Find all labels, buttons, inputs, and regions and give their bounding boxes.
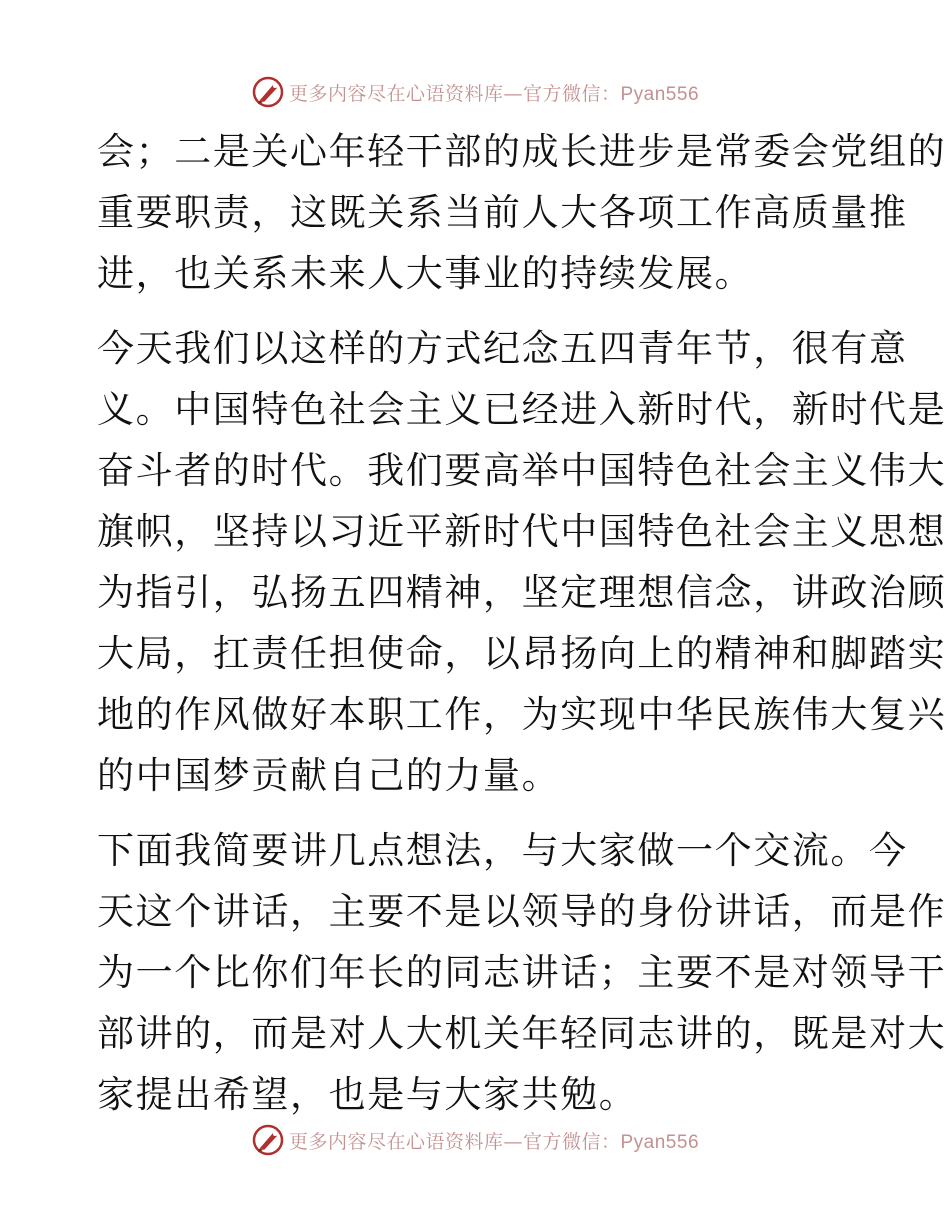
watermark-text (289, 1127, 699, 1154)
text-line: 的中国梦贡献自己的力量。 (97, 754, 561, 797)
paragraph (97, 820, 947, 1125)
watermark-wechat-id: Pyan556 (620, 83, 700, 105)
footer-watermark (0, 1120, 950, 1160)
text-line: 义。中国特色社会主义已经进入新时代，新时代是 (97, 388, 947, 431)
text-line: 大局，扛责任担使命，以昂扬向上的精神和脚踏实 (97, 632, 947, 675)
text-line: 进，也关系未来人大事业的持续发展。 (97, 252, 754, 295)
text-line: 旗帜，坚持以习近平新时代中国特色社会主义思想 (97, 510, 947, 553)
text-line: 今天我们以这样的方式纪念五四青年节，很有意 (97, 327, 908, 370)
text-line: 地的作风做好本职工作，为实现中华民族伟大复兴 (97, 693, 947, 736)
text-line: 会；二是关心年轻干部的成长进步是常委会党组的 (97, 130, 947, 173)
header-watermark (0, 72, 950, 112)
watermark-main: 更多内容尽在心语资料库 (288, 1130, 504, 1153)
watermark-separator: — (503, 1130, 523, 1153)
watermark-separator: — (503, 82, 523, 105)
text-line: 部讲的，而是对人大机关年轻同志讲的，既是对大 (97, 1012, 947, 1055)
pen-logo-icon (251, 75, 285, 109)
watermark-text (289, 79, 699, 106)
paragraph (97, 121, 947, 304)
text-line: 家提出希望，也是与大家共勉。 (97, 1073, 638, 1116)
text-line: 为一个比你们年长的同志讲话；主要不是对领导干 (97, 951, 947, 994)
paragraph (97, 318, 947, 806)
watermark-prefix: 官方微信： (522, 82, 621, 105)
text-line: 天这个讲话，主要不是以领导的身份讲话，而是作 (97, 890, 947, 933)
text-line: 下面我简要讲几点想法，与大家做一个交流。今 (97, 829, 908, 872)
watermark-wechat-id: Pyan556 (620, 1131, 700, 1153)
watermark-main: 更多内容尽在心语资料库 (288, 82, 504, 105)
watermark-prefix: 官方微信： (522, 1130, 621, 1153)
pen-logo-icon (251, 1123, 285, 1157)
text-line: 重要职责，这既关系当前人大各项工作高质量推 (97, 191, 908, 234)
text-line: 奋斗者的时代。我们要高举中国特色社会主义伟大 (97, 449, 947, 492)
body-text (97, 121, 947, 1125)
text-line: 为指引，弘扬五四精神，坚定理想信念，讲政治顾 (97, 571, 947, 614)
